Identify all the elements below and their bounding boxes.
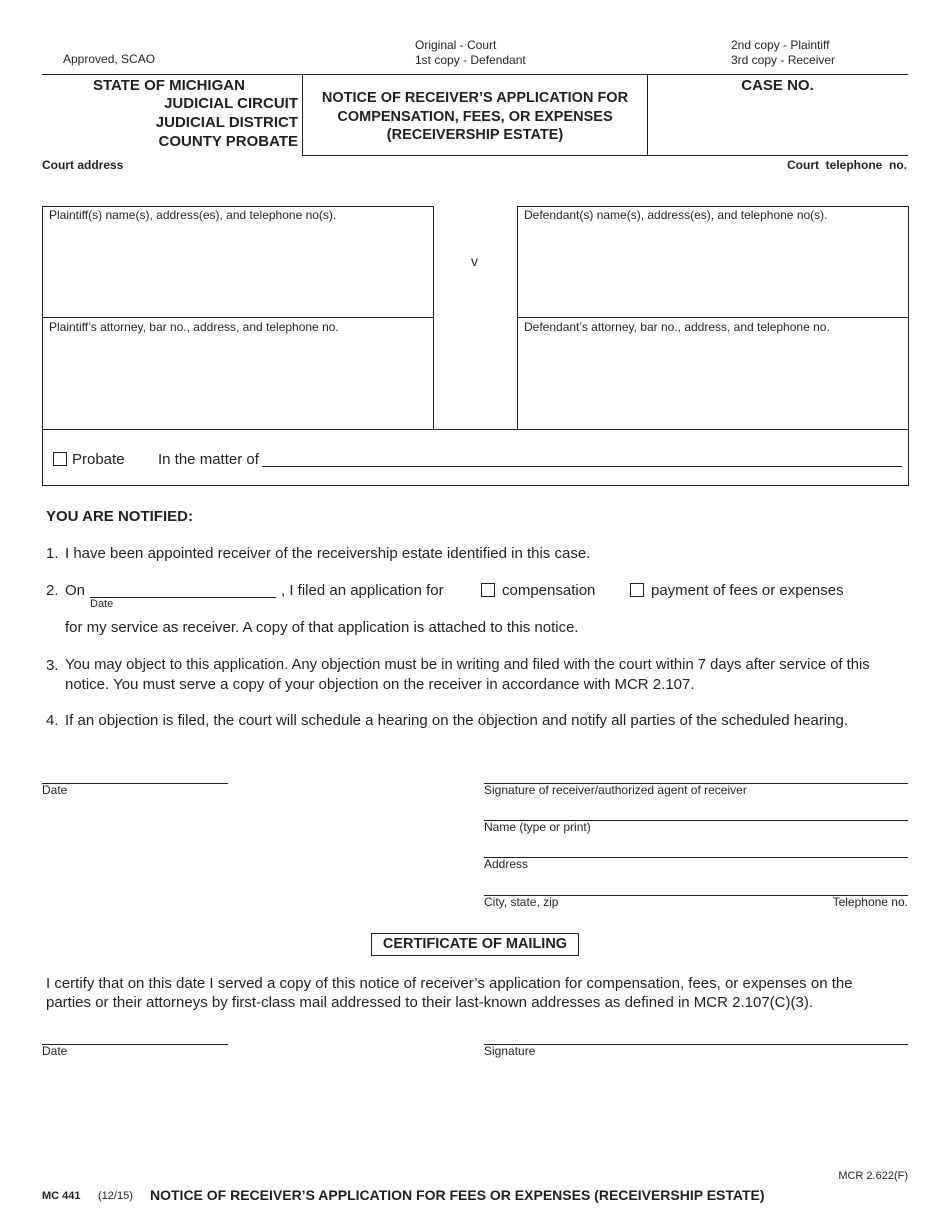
defendant-field[interactable]: [518, 207, 908, 317]
plaintiff-label: Plaintiff(s) name(s), address(es), and telephone no(s).: [49, 208, 337, 222]
approved-text: Approved, SCAO: [63, 52, 156, 66]
item4-number: 4.: [46, 712, 59, 729]
certificate-signature-field[interactable]: [484, 1025, 908, 1045]
footer-rule: MCR 2.622(F): [838, 1170, 908, 1182]
certificate-heading: CERTIFICATE OF MAILING: [371, 933, 579, 956]
item2-number: 2.: [46, 582, 59, 599]
compensation-label: compensation: [502, 582, 596, 599]
header-bottom-rule: [302, 155, 908, 156]
receiver-address-label: Address: [484, 857, 529, 871]
certificate-signature-label: Signature: [484, 1044, 536, 1058]
item1-number: 1.: [46, 545, 59, 562]
receiver-name-label: Name (type or print): [484, 820, 591, 834]
court-judicial-circuit: JUDICIAL CIRCUIT: [164, 95, 298, 112]
defendant-attorney-label: Defendant’s attorney, bar no., address, and telephone no.: [524, 320, 830, 334]
matter-label: In the matter of: [158, 451, 259, 468]
receiver-city-label: City, state, zip: [484, 895, 559, 909]
item1-text: I have been appointed receiver of the receivership estate identified in this case.: [65, 545, 591, 562]
court-address-label: Court address: [42, 158, 124, 172]
item3-line2: notice. You must serve a copy of your objection on the receiver in accordance with MCR 2.107.: [65, 676, 695, 693]
court-telephone-label: Court telephone no.: [787, 158, 907, 172]
defendant-attorney-field[interactable]: [518, 318, 908, 429]
item2-line2: for my service as receiver. A copy of that application is attached to this notice.: [65, 619, 579, 636]
probate-label: Probate: [72, 451, 125, 468]
item2-filed-text: , I filed an application for: [281, 582, 444, 599]
receiver-city-field[interactable]: [484, 876, 908, 896]
fees-expenses-checkbox[interactable]: [630, 583, 644, 597]
item2-date-field[interactable]: [90, 580, 276, 598]
form-title-line2: COMPENSATION, FEES, OR EXPENSES: [337, 108, 613, 125]
receiver-signature-field[interactable]: [484, 764, 908, 784]
item4-text: If an objection is filed, the court will schedule a hearing on the objection and notify all parties of the scheduled hearing.: [65, 712, 848, 729]
defendant-label: Defendant(s) name(s), address(es), and telephone no(s).: [524, 208, 828, 222]
certificate-text-line1: I certify that on this date I served a copy of this notice of receiver’s application for compensation, fees, or expenses on the: [46, 975, 853, 992]
item3-number: 3.: [46, 657, 59, 674]
receiver-telephone-label: Telephone no.: [832, 895, 908, 909]
plaintiff-attorney-label: Plaintiff’s attorney, bar no., address, and telephone no.: [49, 320, 339, 334]
distribution-third-copy: 3rd copy - Receiver: [731, 53, 836, 67]
item3-line1: You may object to this application. Any objection must be in writing and filed with the court within 7 days after service of this: [65, 657, 870, 673]
form-title-line1: NOTICE OF RECEIVER’S APPLICATION FOR: [321, 90, 629, 106]
court-county-probate: COUNTY PROBATE: [158, 133, 298, 150]
distribution-first-copy: 1st copy - Defendant: [415, 53, 526, 67]
certificate-date-field[interactable]: [42, 1025, 228, 1045]
distribution-original: Original - Court: [415, 38, 497, 52]
compensation-checkbox[interactable]: [481, 583, 495, 597]
plaintiff-attorney-field[interactable]: [43, 318, 433, 429]
plaintiff-field[interactable]: [43, 207, 433, 317]
case-no-label: CASE NO.: [741, 77, 814, 94]
matter-field[interactable]: [262, 449, 902, 467]
signature-date-label: Date: [42, 783, 68, 797]
receiver-address-field[interactable]: [484, 838, 908, 858]
fees-expenses-label: payment of fees or expenses: [651, 582, 844, 599]
item2-on: On: [65, 582, 86, 599]
court-judicial-district: JUDICIAL DISTRICT: [155, 114, 298, 131]
receiver-name-field[interactable]: [484, 801, 908, 821]
footer-form-title: NOTICE OF RECEIVER’S APPLICATION FOR FEES OR EXPENSES (RECEIVERSHIP ESTATE): [150, 1187, 765, 1203]
certificate-text-line2: parties or their attorneys by first-class mail addressed to their last-known addresses as defined in MCR 2.107(C)(3).: [46, 994, 813, 1011]
case-no-field[interactable]: [650, 96, 906, 152]
notice-heading: YOU ARE NOTIFIED:: [46, 508, 193, 525]
probate-checkbox[interactable]: [53, 452, 67, 466]
item2-date-label: Date: [90, 598, 114, 610]
receiver-signature-label: Signature of receiver/authorized agent of receiver: [484, 783, 747, 797]
footer-form-date: (12/15): [98, 1190, 133, 1202]
certificate-date-label: Date: [42, 1044, 68, 1058]
versus-text: v: [471, 253, 478, 269]
footer-form-number: MC 441: [42, 1190, 81, 1202]
distribution-second-copy: 2nd copy - Plaintiff: [731, 38, 830, 52]
form-title-line3: (RECEIVERSHIP ESTATE): [386, 127, 564, 143]
state-name: STATE OF MICHIGAN: [93, 77, 245, 94]
signature-date-field[interactable]: [42, 764, 228, 784]
form-title: [303, 89, 647, 145]
header-top-rule: [42, 74, 908, 75]
plaintiff-column-border: [433, 206, 434, 430]
